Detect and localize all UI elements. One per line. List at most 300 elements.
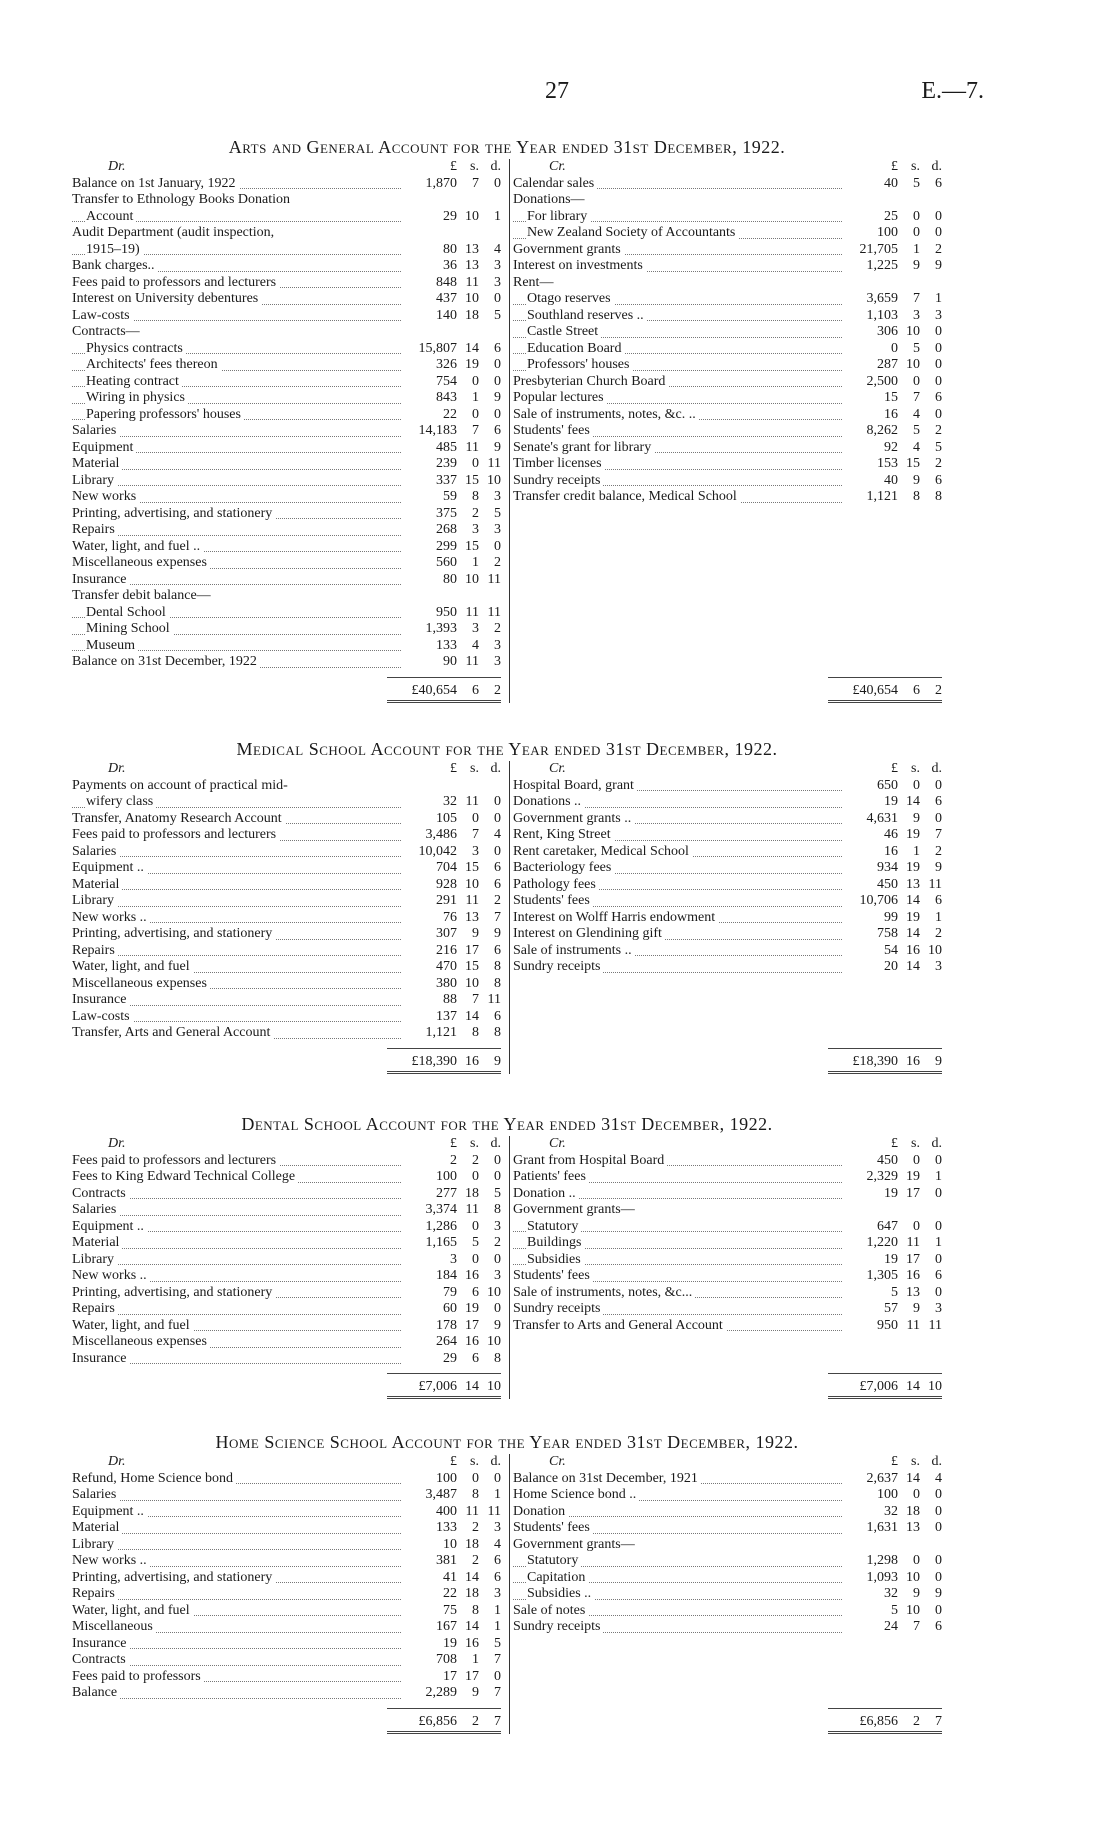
ledger-amount [844, 176, 942, 193]
ledger-shillings: 0 [472, 1251, 479, 1267]
cr-column [505, 1136, 942, 1399]
ledger-pounds: 287 [877, 357, 898, 372]
cr-total-amount [828, 1708, 942, 1734]
ledger-amount [844, 1318, 942, 1335]
ledger-row [513, 374, 942, 391]
ledger-item-text: Patients' fees [513, 1169, 589, 1184]
ledger-pounds: 758 [877, 926, 898, 941]
dr-currency-shillings: s. [470, 159, 479, 174]
ledger-item [513, 225, 844, 242]
ledger-amount [403, 572, 501, 589]
ledger-item [72, 522, 403, 539]
ledger-pence: 0 [935, 357, 942, 372]
ledger-amount [844, 1186, 942, 1203]
ledger-row [72, 1009, 501, 1026]
leader-dots [72, 1264, 401, 1265]
ledger-shillings: 11 [465, 439, 479, 455]
ledger-pounds: 19 [884, 1185, 898, 1201]
ledger-row [72, 1504, 501, 1521]
ledger-item [513, 1586, 844, 1603]
ledger-shillings: 0 [913, 373, 920, 389]
dr-total-shillings: 2 [472, 1713, 479, 1729]
ledger-row [513, 1487, 942, 1504]
ledger-pounds: 4,631 [866, 810, 898, 826]
ledger-pounds [403, 588, 457, 605]
ledger-amount [844, 811, 942, 828]
ledger-shillings: 7 [913, 291, 920, 306]
blank-row [513, 506, 942, 523]
ledger-item-text: Bacteriology fees [513, 860, 614, 875]
ledger-shillings: 0 [913, 208, 920, 224]
ledger-item [72, 1252, 403, 1269]
ledger-pounds: 3,487 [425, 1487, 457, 1502]
ledger-amount [403, 1685, 501, 1702]
ledger-amount [403, 489, 501, 506]
ledger-row [72, 357, 501, 374]
cr-total-pence: 7 [935, 1713, 942, 1729]
ledger-pounds: 10,042 [418, 843, 457, 859]
cr-currency-shillings: s. [911, 761, 920, 776]
ledger-row [72, 976, 501, 993]
ledger-item-text: Fees paid to professors [72, 1669, 204, 1684]
leader-dots [72, 906, 401, 907]
dr-total-amount [387, 677, 501, 703]
ledger-row [72, 638, 501, 655]
ledger-shillings: 0 [472, 1169, 479, 1184]
ledger-shillings: 18 [465, 307, 479, 323]
ledger-item-text: Rent caretaker, Medical School [513, 844, 692, 859]
ledger-item [72, 605, 403, 622]
ledger-pounds: 184 [436, 1268, 457, 1283]
ledger-shillings: 15 [465, 860, 479, 875]
ledger-shillings: 10 [906, 357, 920, 372]
ledger-row [513, 910, 942, 927]
ledger-shillings: 14 [465, 1569, 479, 1585]
ledger-pence [479, 324, 501, 341]
ledger-amount [403, 275, 501, 292]
ledger-pence: 0 [935, 373, 942, 389]
ledger-amount [844, 275, 942, 292]
ledger-shillings: 10 [465, 876, 479, 892]
ledger-amount [844, 827, 942, 844]
ledger-amount [844, 860, 942, 877]
ledger-shillings: 17 [465, 1317, 479, 1333]
cr-label-text: Cr. [549, 1136, 569, 1151]
ledger-item-text: Architects' fees thereon [86, 357, 221, 372]
ledger-item-text: Law-costs [72, 1009, 133, 1024]
ledger-item-text: Papering professors' houses [86, 407, 244, 422]
ledger-pounds: 299 [436, 538, 457, 554]
ledger-amount [844, 1537, 942, 1554]
cr-column [505, 761, 942, 1074]
ledger-row [513, 1520, 942, 1537]
ledger-item [513, 176, 844, 193]
ledger-row [72, 1603, 501, 1620]
ledger-pounds: 1,298 [866, 1553, 898, 1568]
account-section [72, 737, 942, 1074]
dr-label-text: Dr. [108, 159, 129, 174]
ledger-item [72, 1471, 403, 1488]
ledger-amount [403, 1285, 501, 1302]
ledger-item [513, 794, 844, 811]
ledger-pounds: 950 [436, 604, 457, 620]
cr-total [513, 1048, 942, 1074]
ledger-pounds: 54 [884, 942, 898, 958]
dr-label-text: Dr. [108, 1136, 129, 1151]
ledger-amount [403, 1504, 501, 1521]
ledger-item [513, 1301, 844, 1318]
dr-column [72, 159, 505, 703]
ledger-pounds: 708 [436, 1652, 457, 1667]
ledger-row [72, 1285, 501, 1302]
ledger-pence: 0 [935, 340, 942, 356]
ledger-pence: 1 [494, 1619, 501, 1634]
ledger-row [72, 1685, 501, 1702]
ledger-row [513, 1603, 942, 1620]
leader-dots [72, 1314, 401, 1315]
ledger-pence [920, 1537, 942, 1554]
ledger-pounds: 178 [436, 1317, 457, 1333]
ledger-row [72, 959, 501, 976]
ledger-shillings: 9 [913, 472, 920, 488]
ledger-item [72, 1235, 403, 1252]
ledger-row [72, 943, 501, 960]
ledger-pence: 0 [494, 291, 501, 306]
ledger-item-text: Balance on 1st January, 1922 [72, 176, 239, 191]
ledger-pence: 0 [935, 1503, 942, 1519]
dr-total-pence: 10 [487, 1379, 501, 1394]
ledger-pounds: 10 [443, 1536, 457, 1552]
ledger-shillings: 0 [913, 225, 920, 240]
ledger-item [72, 1285, 403, 1302]
ledger-shillings: 11 [465, 794, 479, 809]
ledger-pence: 7 [494, 909, 501, 925]
ledger-item-text: wifery class [86, 794, 156, 809]
ledger-pence: 6 [935, 794, 942, 809]
cr-total-amount [828, 1048, 942, 1074]
ledger-amount [403, 654, 501, 671]
ledger-pence: 0 [935, 1553, 942, 1568]
ledger-shillings: 11 [465, 1202, 479, 1217]
ledger-shillings: 18 [906, 1503, 920, 1519]
ledger-item [72, 357, 403, 374]
ledger-amount [403, 341, 501, 358]
ledger-item [72, 1153, 403, 1170]
ledger-row [72, 291, 501, 308]
ledger-row [513, 794, 942, 811]
blank-row [513, 522, 942, 539]
ledger-amount [844, 926, 942, 943]
ledger-item [513, 1318, 844, 1335]
ledger-row [72, 1636, 501, 1653]
ledger-shillings: 19 [465, 357, 479, 372]
blank-row [513, 605, 942, 622]
ledger-shillings: 13 [465, 909, 479, 925]
ledger-item [72, 811, 403, 828]
cr-total-pounds: £40,654 [852, 682, 898, 698]
ledger-item [72, 844, 403, 861]
dr-currency-amount [403, 1136, 501, 1153]
ledger-pence: 0 [494, 1668, 501, 1684]
ledger-item [513, 1268, 844, 1285]
ledger-pounds: 650 [877, 777, 898, 793]
ledger-pounds [403, 778, 457, 795]
ledger-amount [403, 1202, 501, 1219]
ledger-item [72, 1268, 403, 1285]
ledger-pence: 1 [935, 909, 942, 925]
cr-total-pounds: £7,006 [859, 1379, 898, 1394]
cr-total-pence: 9 [935, 1053, 942, 1069]
ledger-amount [844, 357, 942, 374]
ledger-shillings: 5 [913, 423, 920, 438]
ledger-shillings: 13 [465, 241, 479, 257]
ledger-item [72, 390, 403, 407]
ledger-item [513, 456, 844, 473]
ledger-pounds: 3,659 [866, 291, 898, 306]
ledger-pounds: 375 [436, 505, 457, 521]
ledger-pence: 6 [494, 340, 501, 356]
ledger-amount [403, 1318, 501, 1335]
ledger-shillings: 14 [906, 794, 920, 809]
ledger-item [513, 407, 844, 424]
ledger-pounds: 60 [443, 1301, 457, 1316]
ledger-shillings [457, 324, 479, 341]
cr-column [505, 159, 942, 703]
ledger-pounds: 754 [436, 373, 457, 389]
document-reference: E.—7. [921, 78, 984, 104]
ledger-item [72, 341, 403, 358]
ledger-pounds: 137 [436, 1008, 457, 1024]
ledger-row [72, 473, 501, 490]
ledger-item-text: Material [72, 456, 122, 471]
dr-total [72, 1373, 501, 1399]
ledger-row [72, 390, 501, 407]
ledger-shillings: 1 [472, 390, 479, 405]
dr-total-shillings: 14 [465, 1379, 479, 1394]
ledger-row [72, 440, 501, 457]
ledger-pounds: 19 [884, 794, 898, 809]
ledger-row [513, 926, 942, 943]
ledger-row [513, 860, 942, 877]
ledger-amount [403, 357, 501, 374]
ledger-item-text: Sundry receipts [513, 1301, 603, 1316]
ledger-pounds: 153 [877, 456, 898, 471]
ledger-row [72, 860, 501, 877]
ledger-amount [403, 638, 501, 655]
ledger-shillings: 19 [465, 1301, 479, 1316]
ledger-pence: 0 [494, 406, 501, 422]
cr-header-row [513, 1454, 942, 1471]
ledger-pence: 2 [494, 893, 501, 908]
ledger-item [72, 860, 403, 877]
ledger-item-text: Interest on Wolff Harris endowment [513, 910, 718, 925]
ledger-shillings: 0 [472, 1218, 479, 1234]
account-section [72, 1430, 942, 1734]
ledger-pounds: 848 [436, 274, 457, 290]
ledger-item [513, 374, 844, 391]
ledger-row [513, 1586, 942, 1603]
ledger-shillings: 7 [913, 1619, 920, 1634]
ledger-item-text: Salaries [72, 1202, 119, 1217]
ledger-item [513, 1504, 844, 1521]
ledger-pence: 1 [494, 1602, 501, 1618]
ledger-pence: 11 [928, 876, 942, 892]
ledger-item [513, 1570, 844, 1587]
ledger-item [513, 811, 844, 828]
ledger-shillings: 5 [472, 1235, 479, 1250]
ledger-shillings: 10 [906, 324, 920, 339]
ledger-item [72, 1504, 403, 1521]
ledger-item [513, 1219, 844, 1236]
ledger-row [513, 1235, 942, 1252]
ledger-pounds: 22 [443, 406, 457, 422]
ledger-shillings: 2 [472, 1520, 479, 1535]
ledger-amount [403, 1570, 501, 1587]
ledger-item [72, 1186, 403, 1203]
ledger-pounds: 46 [884, 827, 898, 842]
cr-total-pence: 2 [935, 682, 942, 698]
ledger-pounds: 22 [443, 1586, 457, 1601]
dr-total-pounds: £40,654 [411, 682, 457, 698]
ledger-pence: 0 [935, 777, 942, 793]
ledger-pence: 0 [935, 1487, 942, 1502]
ledger-amount [844, 209, 942, 226]
ledger-item-text: Transfer, Anatomy Research Account [72, 811, 285, 826]
ledger-row [513, 1202, 942, 1219]
ledger-pounds: 32 [884, 1503, 898, 1519]
ledger-shillings: 8 [472, 1487, 479, 1502]
ledger-amount [844, 341, 942, 358]
dr-total-pence: 9 [494, 1053, 501, 1069]
ledger-pence: 6 [935, 1619, 942, 1634]
cr-label [513, 761, 844, 778]
ledger-pounds: 80 [443, 241, 457, 257]
ledger-pounds: 485 [436, 439, 457, 455]
ledger-pence: 3 [494, 1218, 501, 1234]
ledger-pence: 3 [494, 489, 501, 504]
ledger-item-text: 1915–19) [86, 242, 143, 257]
ledger-item [513, 209, 844, 226]
ledger-item [72, 1301, 403, 1318]
ledger-pence: 0 [935, 1251, 942, 1267]
ledger-shillings: 0 [472, 810, 479, 826]
ledger-item [72, 506, 403, 523]
ledger-shillings: 16 [465, 1268, 479, 1283]
ledger-pence: 9 [935, 860, 942, 875]
ledger-item-text: New works .. [72, 1268, 150, 1283]
ledger-shillings [457, 588, 479, 605]
ledger-row [72, 794, 501, 811]
ledger-amount [403, 258, 501, 275]
ledger-shillings: 11 [465, 1503, 479, 1519]
ledger-shillings: 15 [465, 538, 479, 554]
ledger-pence: 4 [494, 241, 501, 257]
ledger-shillings: 16 [906, 1268, 920, 1283]
ledger-shillings: 4 [913, 439, 920, 455]
ledger-item-text: Material [72, 1235, 122, 1250]
ledger-item-text: Printing, advertising, and stationery [72, 1285, 275, 1300]
ledger-item [513, 943, 844, 960]
ledger-item [513, 423, 844, 440]
leader-dots [72, 856, 401, 857]
ledger-pounds: 57 [884, 1301, 898, 1316]
ledger-pounds: 40 [884, 472, 898, 488]
ledger-amount [844, 242, 942, 259]
ledger-item [513, 778, 844, 795]
ledger-shillings: 11 [906, 1235, 920, 1250]
ledger-shillings: 8 [472, 1025, 479, 1040]
ledger-amount [403, 1636, 501, 1653]
ledger-pounds [844, 1202, 898, 1219]
blank-row [513, 992, 942, 1009]
ledger-item [513, 1471, 844, 1488]
blank-row [513, 1685, 942, 1702]
ledger-pence: 0 [935, 1520, 942, 1535]
dr-currency-shillings: s. [470, 761, 479, 776]
ledger-item-text: Professors' houses [527, 357, 632, 372]
ledger-item-text: Water, light, and fuel [72, 1318, 193, 1333]
ledger-pounds: 25 [884, 208, 898, 224]
ledger-item [72, 621, 403, 638]
ledger-item [513, 860, 844, 877]
ledger-pounds [844, 275, 898, 292]
ledger-item-text: Account [86, 209, 136, 224]
ledger-amount [844, 1603, 942, 1620]
ledger-shillings: 7 [913, 390, 920, 405]
ledger-shillings: 14 [906, 1470, 920, 1486]
ledger-item-text: Education Board [527, 341, 624, 356]
ledger-pounds: 934 [877, 860, 898, 875]
ledger-pence: 2 [935, 241, 942, 257]
ledger-pence: 2 [494, 621, 501, 636]
ledger-item [72, 1636, 403, 1653]
ledger-row [513, 209, 942, 226]
ledger-row [72, 605, 501, 622]
ledger-amount [403, 1334, 501, 1351]
ledger-row [513, 827, 942, 844]
ledger-pounds: 16 [884, 843, 898, 859]
ledger-pounds: 41 [443, 1569, 457, 1585]
dr-label [72, 761, 403, 778]
ledger-pence: 10 [487, 1284, 501, 1300]
ledger-pence [920, 1202, 942, 1219]
dr-total-amount [387, 1708, 501, 1734]
ledger-amount [844, 473, 942, 490]
ledger-item-text: Contracts [72, 1186, 129, 1201]
ledger-pence: 11 [487, 992, 501, 1007]
ledger-amount [403, 811, 501, 828]
ledger-pounds: 326 [436, 357, 457, 372]
ledger-row [513, 357, 942, 374]
ledger-item [513, 827, 844, 844]
ledger-item-text: Students' fees [513, 423, 593, 438]
dr-total-pounds: £6,856 [418, 1713, 457, 1729]
dr-currency-pence: d. [490, 159, 501, 174]
ledger-amount [844, 1169, 942, 1186]
ledger-pence: 5 [494, 1635, 501, 1651]
ledger-row [72, 506, 501, 523]
ledger-pounds: 133 [436, 1520, 457, 1535]
ledger-pounds: 79 [443, 1284, 457, 1300]
ledger-pence: 11 [487, 571, 501, 587]
ledger-pounds: 450 [877, 876, 898, 892]
ledger-item [72, 308, 403, 325]
ledger-pounds: 88 [443, 992, 457, 1007]
ledger-amount [844, 1520, 942, 1537]
ledger-item [513, 1553, 844, 1570]
ledger-pence: 5 [494, 505, 501, 521]
ledger-item [513, 1252, 844, 1269]
